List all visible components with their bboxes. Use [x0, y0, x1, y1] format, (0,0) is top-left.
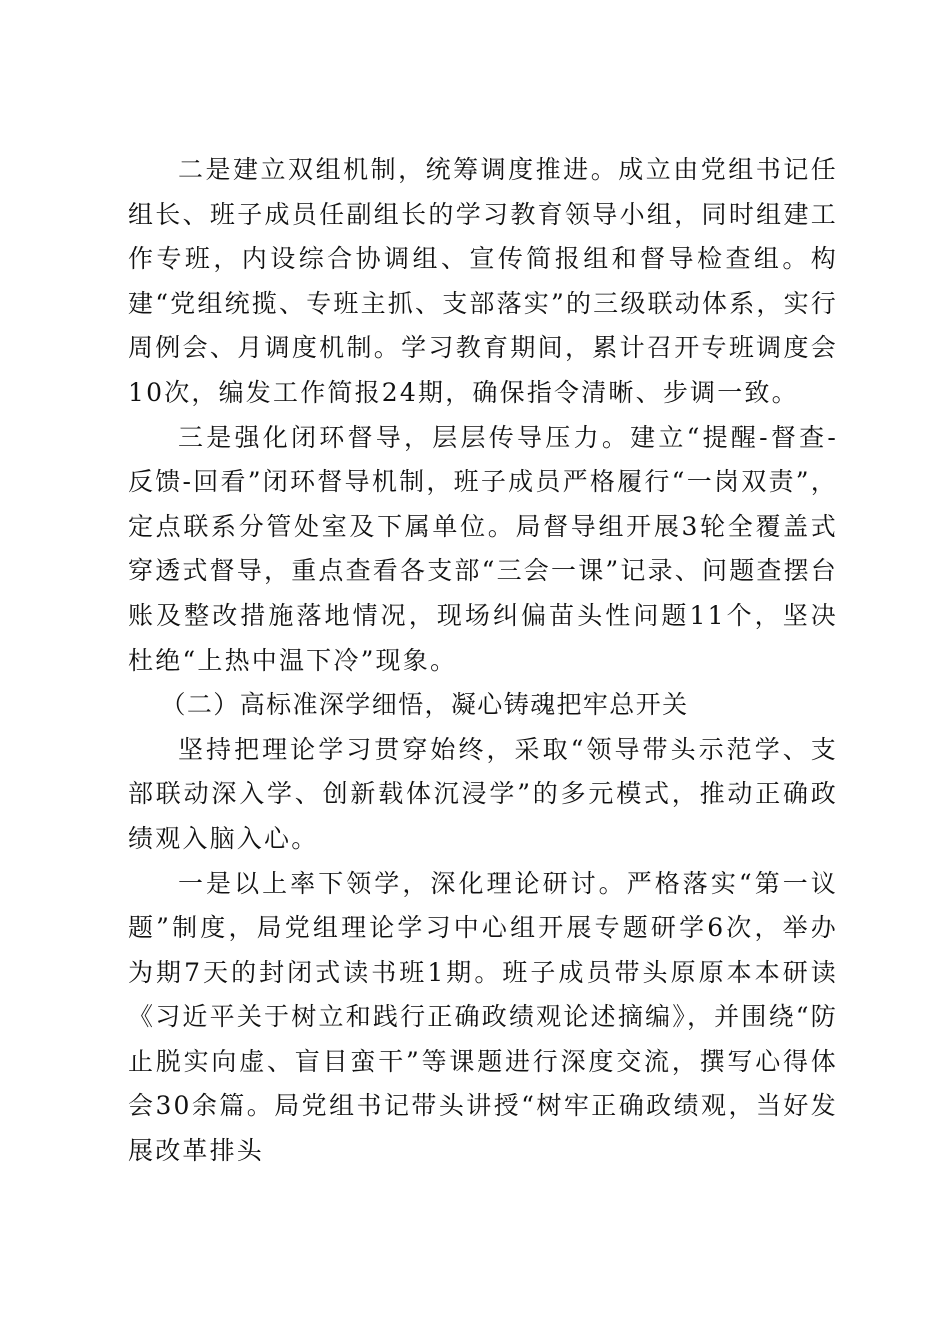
paragraph-theory-study-intro: 坚持把理论学习贯穿始终，采取“领导带头示范学、支部联动深入学、创新载体沉浸学”的多元模式，推动正确政绩观入脑入心。 [128, 734, 838, 853]
section-heading-2: （二）高标准深学细悟，凝心铸魂把牢总开关 [160, 690, 689, 720]
paragraph-dual-group-mechanism: 二是建立双组机制，统筹调度推进。成立由党组书记任组长、班子成员任副组长的学习教育领导小组，同时组建工作专班，内设综合协调组、宣传简报组和督导检查组。构建“党组统揽、专班主抓、支部落实”的三级联动体系，实行周例会、月调度机制。学习教育期间，累计召开专班调度会10次，编发工作简报24期，确保指令清晰、步调一致。 [128, 155, 838, 407]
paragraph-leadership-study: 一是以上率下领学，深化理论研讨。严格落实“第一议题”制度，局党组理论学习中心组开展专题研学6次，举办为期7天的封闭式读书班1期。班子成员带头原原本本研读《习近平关于树立和践行正确政绩观论述摘编》，并围绕“防止脱实向虚、盲目蛮干”等课题进行深度交流，撰写心得体会30余篇。局党组书记带头讲授“树牢正确政绩观，当好发展改革排头 [128, 868, 838, 1166]
paragraph-closed-loop-supervision: 三是强化闭环督导，层层传导压力。建立“提醒-督查-反馈-回看”闭环督导机制，班子成员严格履行“一岗双责”，定点联系分管处室及下属单位。局督导组开展3轮全覆盖式穿透式督导，重点查看各支部“三会一课”记录、问题查摆台账及整改措施落地情况，现场纠偏苗头性问题11个，坚决杜绝“上热中温下冷”现象。 [128, 422, 838, 675]
document-body [128, 148, 838, 1174]
